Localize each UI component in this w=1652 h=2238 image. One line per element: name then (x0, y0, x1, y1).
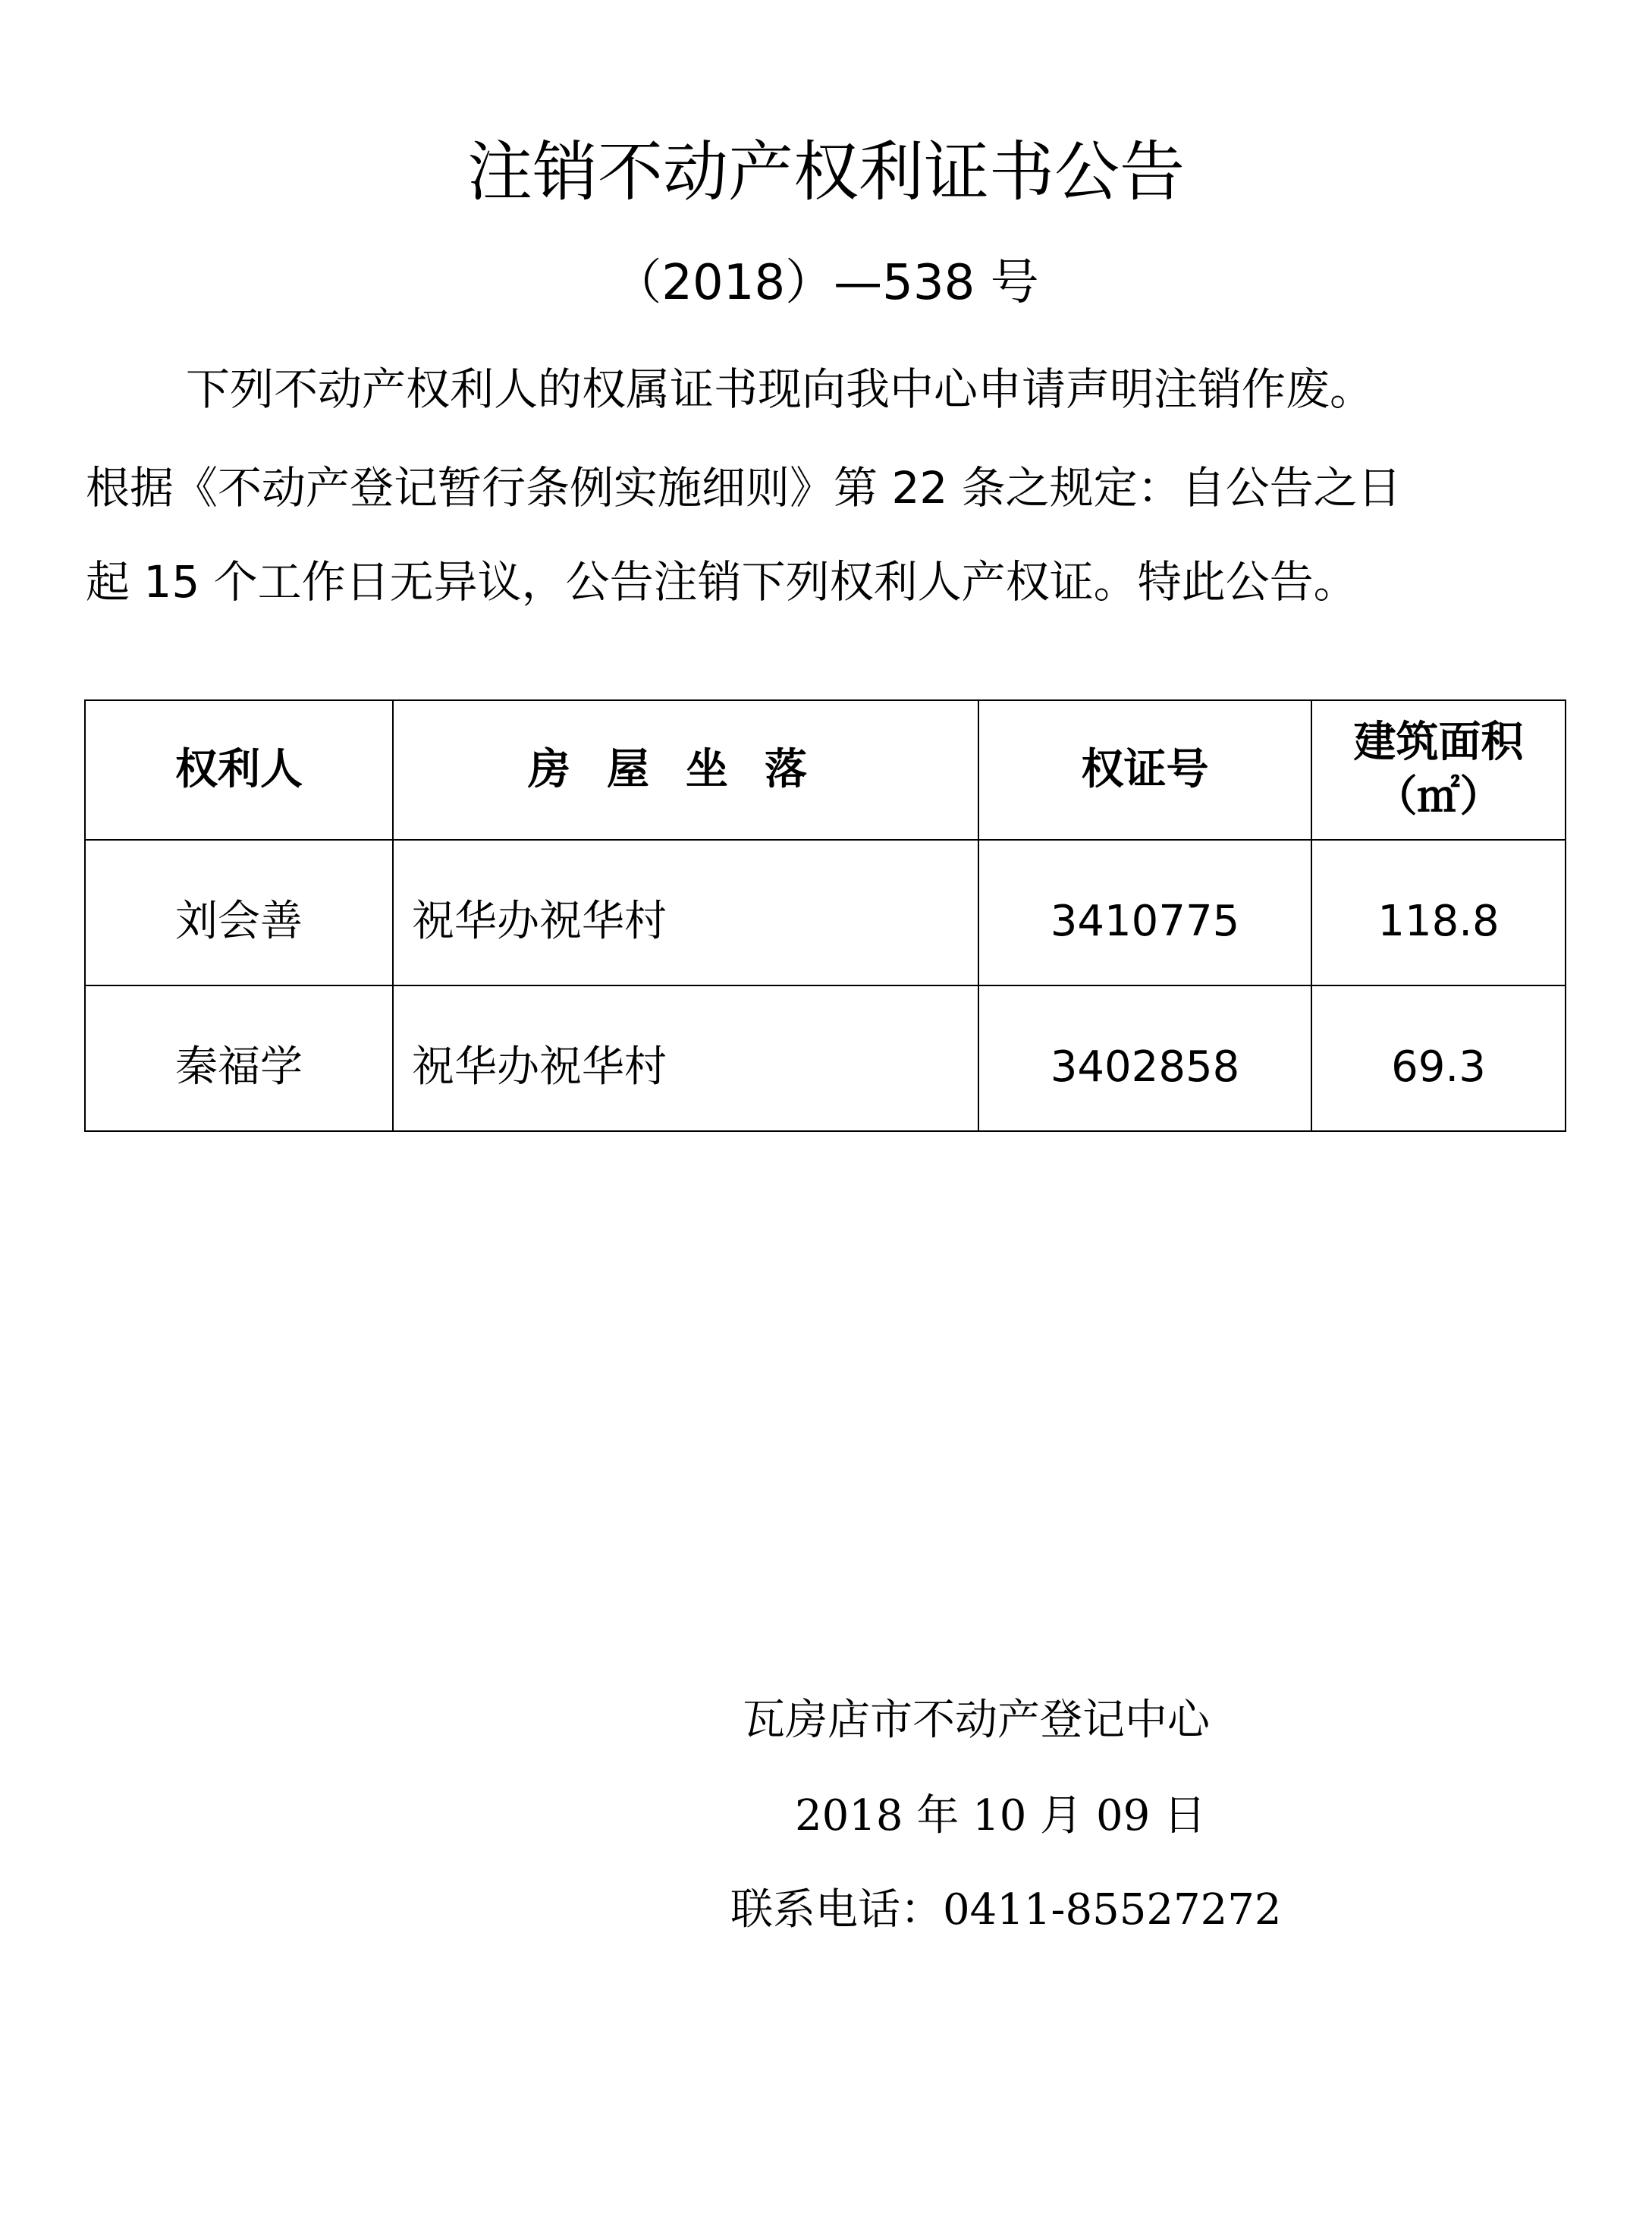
table-row (85, 840, 1566, 985)
cell-cert-number: 3410775 (978, 840, 1311, 985)
header-area (1311, 700, 1566, 840)
cell-holder: 刘会善 (85, 840, 393, 985)
document-number: （2018）—538 号 (613, 255, 1039, 311)
header-location (393, 700, 978, 840)
cell-area: 69.3 (1311, 985, 1566, 1131)
contact-phone: 联系电话：0411-85527272 (730, 1885, 1282, 1935)
table-header-row (85, 700, 1566, 840)
notice-paragraph-line-1: 下列不动产权利人的权属证书现向我中心申请声明注销作废。 (186, 363, 1374, 415)
issuer-name: 瓦房店市不动产登记中心 (743, 1696, 1210, 1745)
cell-location: 祝华办祝华村 (393, 985, 978, 1131)
notice-paragraph-line-3: 起 15 个工作日无异议，公告注销下列权利人产权证。特此公告。 (86, 556, 1358, 608)
notice-title: 注销不动产权利证书公告 (467, 134, 1185, 210)
cell-holder: 秦福学 (85, 985, 393, 1131)
certificate-table (84, 699, 1566, 1132)
header-area-label: 建筑面积 (1353, 718, 1524, 767)
cell-cert-number: 3402858 (978, 985, 1311, 1131)
header-cert-number: 权证号 (978, 700, 1311, 840)
notice-paragraph-line-2: 根据《不动产登记暂行条例实施细则》第 22 条之规定：自公告之日 (86, 462, 1402, 514)
issue-date: 2018 年 10 月 09 日 (795, 1791, 1207, 1840)
cell-location: 祝华办祝华村 (393, 840, 978, 985)
cell-area: 118.8 (1311, 840, 1566, 985)
header-location-label: 房屋坐落 (528, 745, 843, 794)
table-row (85, 985, 1566, 1131)
header-holder: 权利人 (85, 700, 393, 840)
header-area-unit: （㎡） (1374, 772, 1503, 822)
